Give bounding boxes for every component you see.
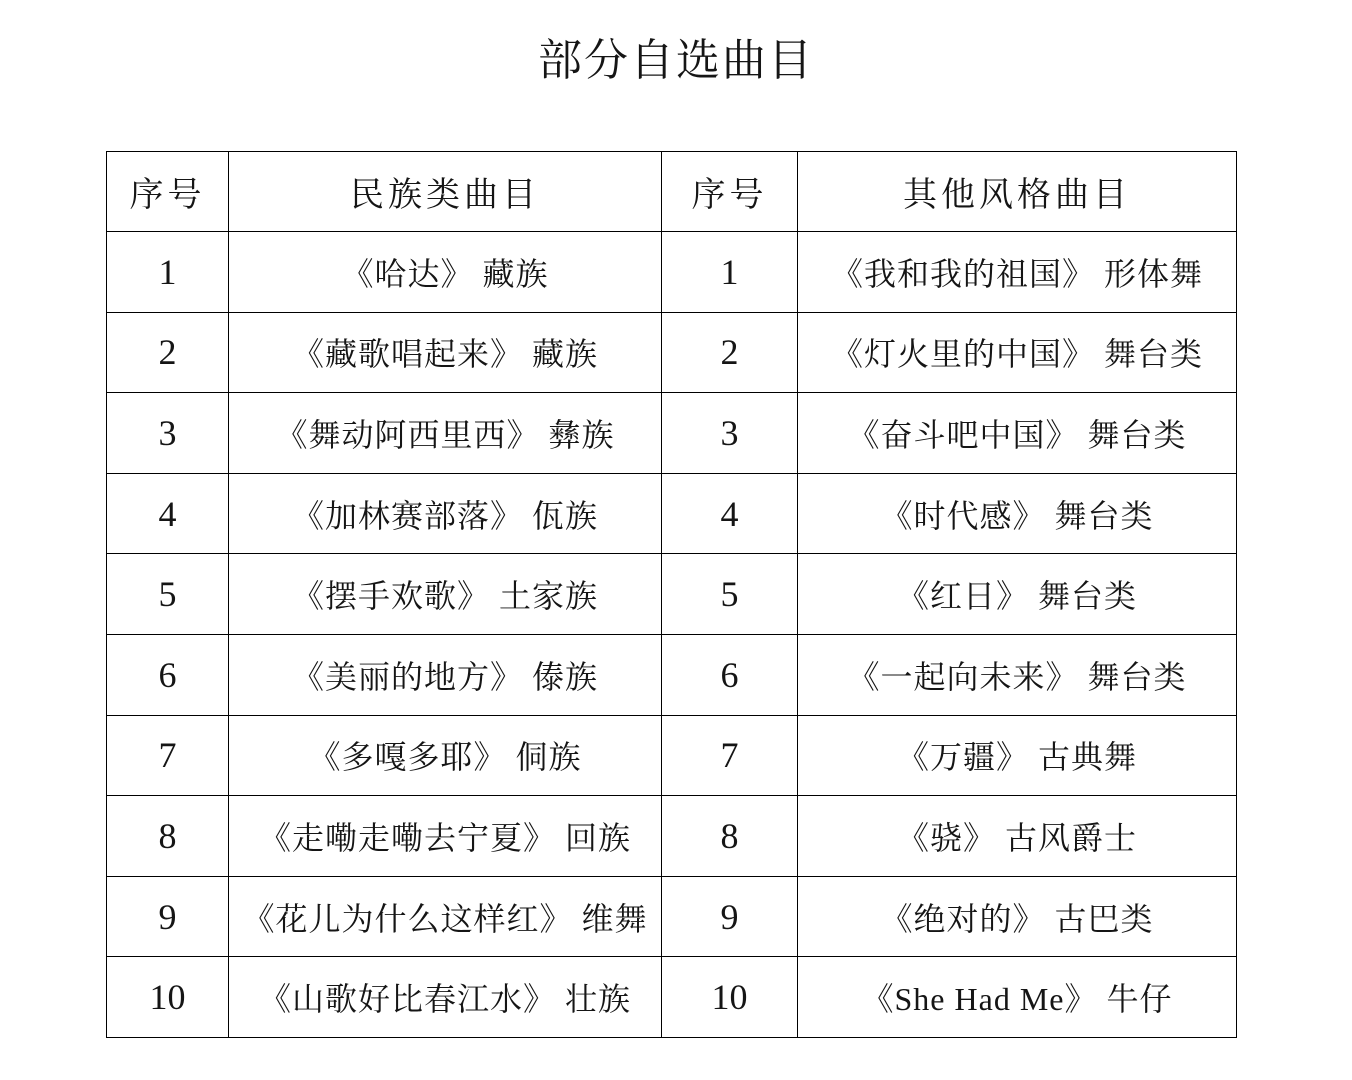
song-title-cell: 《藏歌唱起来》 藏族 [229,312,662,393]
serial-cell: 6 [662,634,798,715]
table-row [107,554,1237,635]
table-row [107,796,1237,877]
song-title-cell: 《骁》 古风爵士 [798,796,1237,877]
table-row [107,473,1237,554]
serial-cell: 4 [662,473,798,554]
song-title-cell: 《绝对的》 古巴类 [798,876,1237,957]
table-row [107,957,1237,1038]
song-title-cell: 《加林赛部落》 佤族 [229,473,662,554]
serial-cell: 5 [662,554,798,635]
header-other-songs: 其他风格曲目 [798,152,1237,232]
header-serial-left: 序号 [107,152,229,232]
table-row [107,715,1237,796]
header-serial-right: 序号 [662,152,798,232]
header-row [107,152,1237,232]
serial-cell: 7 [662,715,798,796]
serial-cell: 10 [662,957,798,1038]
song-title-cell: 《美丽的地方》 傣族 [229,634,662,715]
song-title-cell: 《灯火里的中国》 舞台类 [798,312,1237,393]
serial-cell: 3 [662,393,798,474]
header-ethnic-songs: 民族类曲目 [229,152,662,232]
song-title-cell: 《舞动阿西里西》 彝族 [229,393,662,474]
table-row [107,634,1237,715]
song-title-cell: 《She Had Me》 牛仔 [798,957,1237,1038]
song-title-cell: 《摆手欢歌》 土家族 [229,554,662,635]
serial-cell: 8 [662,796,798,877]
table-row [107,312,1237,393]
serial-cell: 1 [107,232,229,313]
serial-cell: 7 [107,715,229,796]
serial-cell: 2 [107,312,229,393]
serial-cell: 2 [662,312,798,393]
song-title-cell: 《走嘞走嘞去宁夏》 回族 [229,796,662,877]
song-title-cell: 《一起向未来》 舞台类 [798,634,1237,715]
serial-cell: 4 [107,473,229,554]
song-title-cell: 《奋斗吧中国》 舞台类 [798,393,1237,474]
serial-cell: 8 [107,796,229,877]
table-row [107,232,1237,313]
song-title-cell: 《红日》 舞台类 [798,554,1237,635]
table-row [107,876,1237,957]
song-table [106,151,1237,1038]
serial-cell: 1 [662,232,798,313]
serial-cell: 3 [107,393,229,474]
serial-cell: 5 [107,554,229,635]
song-title-cell: 《我和我的祖国》 形体舞 [798,232,1237,313]
song-title-cell: 《哈达》 藏族 [229,232,662,313]
serial-cell: 10 [107,957,229,1038]
table-row [107,393,1237,474]
serial-cell: 9 [107,876,229,957]
song-title-cell: 《万疆》 古典舞 [798,715,1237,796]
serial-cell: 6 [107,634,229,715]
song-title-cell: 《多嘎多耶》 侗族 [229,715,662,796]
song-title-cell: 《花儿为什么这样红》 维舞 [229,876,662,957]
serial-cell: 9 [662,876,798,957]
document-title: 部分自选曲目 [538,36,814,85]
song-title-cell: 《时代感》 舞台类 [798,473,1237,554]
song-title-cell: 《山歌好比春江水》 壮族 [229,957,662,1038]
